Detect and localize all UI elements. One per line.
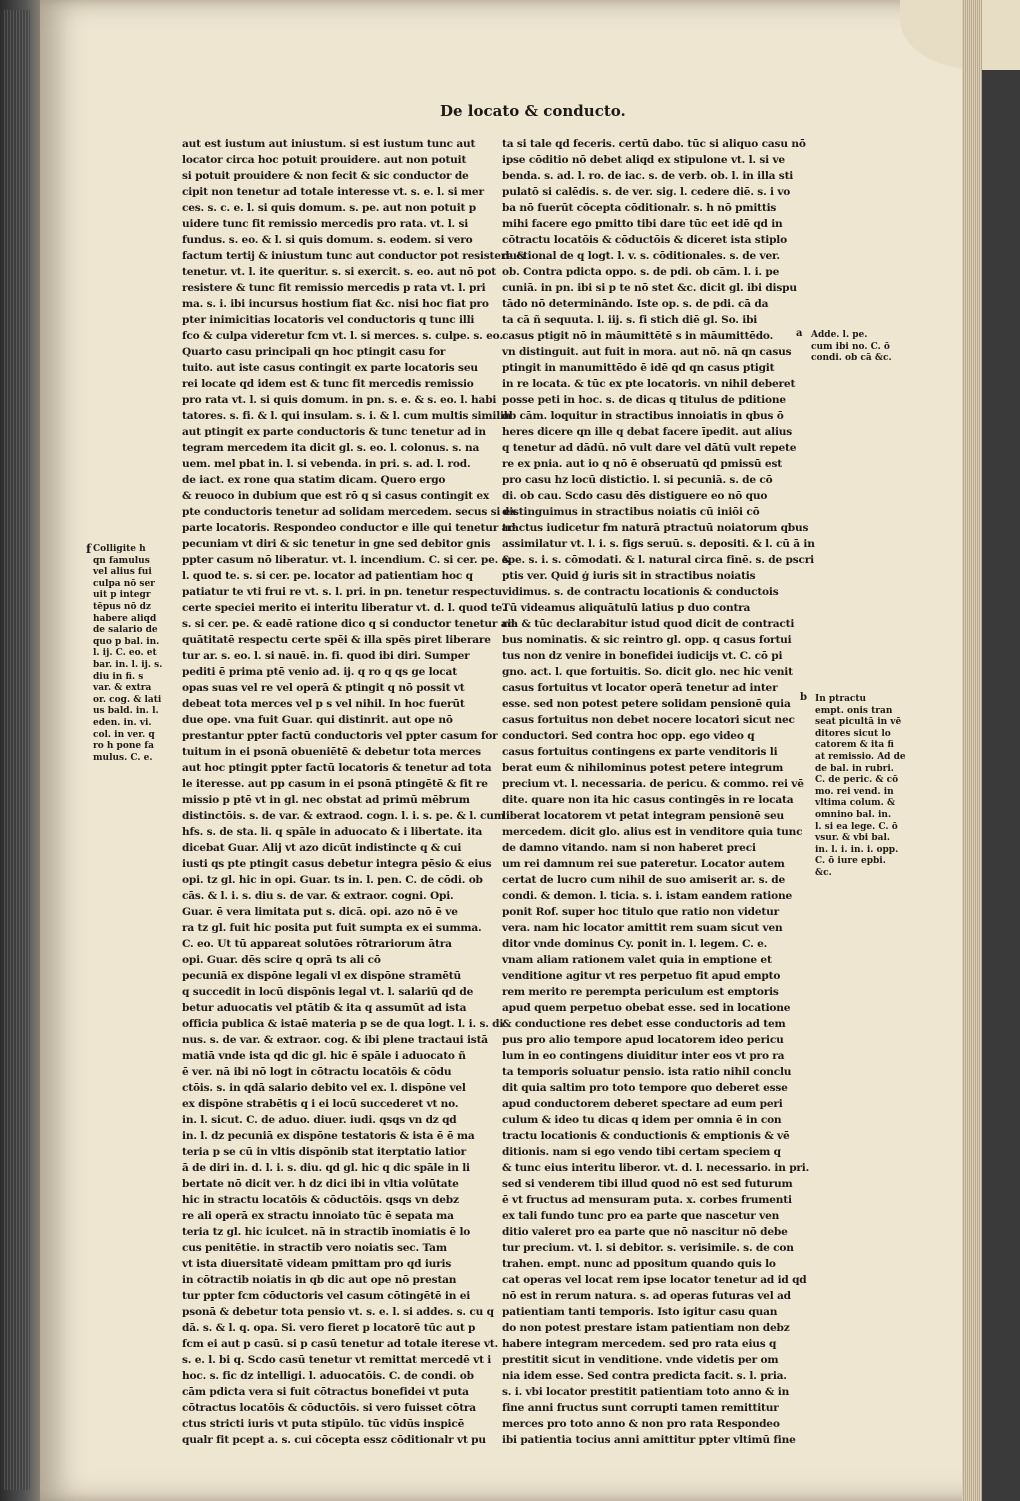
text-line: certe speciei merito ei interitu liberatur vt. d. l. quod te.: [182, 602, 506, 614]
text-line: ob. Contra pdicta oppo. s. de pdi. ob cām. l. i. pe: [502, 266, 780, 278]
text-line: um rei damnum rei sue pateretur. Locator autem: [502, 858, 785, 870]
note-line: vsur. & vbi bal.: [815, 833, 891, 844]
text-line: le iteresse. aut pp casum in ei psonā ptingētē & fit re: [182, 778, 488, 790]
text-line: pte conductoris tenetur ad solidam mercedem. secus si ex: [182, 506, 517, 518]
text-line: vidimus. s. de contractu locationis & conductois: [502, 586, 779, 598]
text-line: tur ar. s. eo. l. si nauē. in. fi. quod ibi diri. Sumper: [182, 650, 470, 662]
page-stack-left: [4, 10, 30, 1490]
text-line: trahen. empt. nunc ad ppositum quando quis lo: [502, 1258, 776, 1270]
note-line: vel alius fui: [93, 567, 152, 578]
text-line: prestantur ppter factū conductoris vel ppter casum for: [182, 730, 498, 742]
text-line: distinctōis. s. de var. & extraod. cogn. l. i. s. pe. & l. cum: [182, 810, 505, 822]
text-line: tuitum in ei psonā obueniētē & debetur tota merces: [182, 746, 481, 758]
text-line: debeat tota merces vel p s vel nihil. In hoc fuerūt: [182, 698, 465, 710]
text-line: Quarto casu principali qn hoc ptingit casu for: [182, 346, 446, 358]
text-line: iusti qs pte ptingit casus debetur integra pēsio & eius: [182, 858, 492, 870]
text-line: vn distinguit. aut fuit in mora. aut nō. nā qn casus: [502, 346, 792, 358]
text-line: casus ptigit nō in māumittētē s in māumittēdo.: [502, 330, 774, 342]
text-line: pecuniā ex dispōne legali vl ex dispōne stramētū: [182, 970, 461, 982]
note-line: diu in fi. s: [93, 671, 144, 682]
text-line: ma. s. i. ibi incursus hostium fiat &c. nisi hoc fiat pro: [182, 298, 489, 310]
text-line: Guar. ē vera limitata put s. dicā. opi. azo nō ē ve: [182, 906, 458, 918]
note-line: var. & extra: [93, 683, 152, 694]
note-line: C. ō iure epbi.: [815, 856, 886, 867]
note-line: cum ibi no. C. ō: [811, 341, 890, 352]
note-line: ditores sicut lo: [815, 728, 891, 739]
text-line: re ali operā ex stractu innoiato tūc ē sepata ma: [182, 1210, 454, 1222]
text-line: do non potest prestare istam patientiam non debz: [502, 1322, 790, 1334]
note-line: ro h pone fa: [93, 741, 154, 752]
text-line: esse. sed non potest petere solidam pensionē quia: [502, 698, 791, 710]
note-line: in. l. i. in. i. opp.: [815, 844, 899, 855]
text-line: uidere tunc fit remissio mercedis pro rata. vt. l. si: [182, 218, 469, 230]
note-line: us bald. in. l.: [93, 706, 159, 717]
text-line: quātitatē respectu certe spēi & illa spēs piret liberare: [182, 634, 491, 646]
text-line: precium vt. l. necessaria. de pericu. & commo. rei vē: [502, 778, 804, 790]
text-line: factum tertij & iniustum tunc aut conductor pot resistere &: [182, 250, 526, 262]
text-line: pus pro alio tempore apud locatorem ideo pericu: [502, 1034, 784, 1046]
text-line: venditione agitur vt res perpetuo fit apud empto: [502, 970, 781, 982]
text-line: cuniā. in pn. ibi si p te nō stet &c. dicit gl. ibi dispu: [502, 282, 797, 294]
text-line: ē ver. nā ibi nō logt in cōtractu locatōis & cōdu: [182, 1066, 452, 1078]
note-line: uit p integr: [93, 590, 151, 601]
text-line: s. si cer. pe. & eadē ratione dico q si conductor tenetur ad: [182, 618, 515, 630]
text-line: ptis ver. Quid ģ iuris sit in stractibus noiatis: [502, 570, 756, 582]
note-marker-a: a: [796, 328, 803, 339]
text-line: cōtractu locatōis & cōductōis & diceret ista stiplo: [502, 234, 787, 246]
text-line: cōtractus locatōis & cōductōis. si vero fuisset cōtra: [182, 1402, 476, 1414]
text-line: spe. s. i. s. cōmodati. & l. natural circa finē. s. de pscri: [502, 554, 814, 566]
text-column-left: [182, 136, 526, 1448]
text-line: certat de lucro cum nihil de suo amiserit ar. s. de: [502, 874, 786, 886]
text-line: si potuit prouidere & non fecit & sic conductor de: [182, 170, 469, 182]
note-line: catorem & ita fi: [815, 740, 894, 751]
text-line: ditio valeret pro ea parte que nō nascitur nō debe: [502, 1226, 788, 1238]
marginal-note-b: [815, 694, 925, 880]
text-line: fine anni fructus sunt corrupti tamen remittitur: [502, 1402, 779, 1414]
text-line: in re locata. & tūc ex pte locatoris. vn nihil deberet: [502, 378, 796, 390]
text-line: tuito. aut iste casus contingit ex parte locatoris seu: [182, 362, 478, 374]
text-line: pter inimicitias locatoris vel conductoris q tunc illi: [182, 314, 475, 326]
text-line: tenetur. vt. l. ite queritur. s. si exercit. s. eo. aut nō pot: [182, 266, 496, 278]
text-line: patiatur te vti frui re vt. s. l. pri. in pn. tenetur respectu: [182, 586, 503, 598]
text-line: ponit Rof. super hoc titulo que ratio non videtur: [502, 906, 780, 918]
text-line: & conductione res debet esse conductoris ad tem: [502, 1018, 786, 1030]
note-line: or. cog. & lati: [93, 694, 162, 705]
text-line: q tenetur ad dādū. nō vult dare vel dātū vult repete: [502, 442, 797, 454]
text-line: bertate nō dicit ver. h dz dici ibi in vltia volūtate: [182, 1178, 459, 1190]
text-line: s. e. l. bi q. Scdo casū tenetur vt remittat mercedē vt i: [182, 1354, 492, 1366]
text-line: resistere & tunc fit remissio mercedis p rata vt. l. pri: [182, 282, 486, 294]
text-line: tur precium. vt. l. si debitor. s. verisimile. s. de con: [502, 1242, 794, 1254]
text-line: vt ista diuersitatē videam pmittam pro qd iuris: [182, 1258, 452, 1270]
text-line: Tū videamus aliquātulū latius p duo contra: [502, 602, 751, 614]
text-line: posse peti in hoc. s. de dicas q titulus de pditione: [502, 394, 786, 406]
text-line: ctus stricti iuris vt puta stipūlo. tūc vidūs inspicē: [182, 1418, 465, 1430]
note-line: vltima colum. &: [815, 798, 896, 809]
note-line: quo p bal. in.: [93, 636, 160, 647]
text-line: culum & ideo tu dicas q idem per omnia ē in con: [502, 1114, 782, 1126]
note-line: Colligite h: [93, 544, 146, 554]
text-line: hfs. s. de sta. li. q spāle in aduocato & i libertate. ita: [182, 826, 483, 838]
text-line: condi. & demon. l. ticia. s. i. istam eandem ratione: [502, 890, 793, 902]
note-line: bar. in. l. ij. s.: [93, 659, 163, 670]
text-line: ipse cōditio nō debet aliqd ex stipulone vt. l. si ve: [502, 154, 785, 166]
text-line: liberat locatorem vt petat integram pensionē seu: [502, 810, 784, 822]
note-line: mo. rei vend. in: [815, 786, 894, 797]
running-header: De locato & conducto.: [440, 102, 626, 120]
text-line: vnam aliam rationem valet quia in emptione et: [502, 954, 772, 966]
text-line: officia publica & istaē materia p se de qua logt. l. i. s. di: [182, 1018, 504, 1030]
text-line: heres dicere qn ille q debat facere īpedit. aut alius: [502, 426, 793, 438]
text-line: di. ob cau. Scdo casu dēs distiguere eo nō quo: [502, 490, 768, 502]
text-line: cus penitētie. in stractib vero noiatis sec. Tam: [182, 1242, 447, 1254]
text-line: psonā & debetur tota pensio vt. s. e. l. si addes. s. cu q: [182, 1306, 494, 1318]
note-line: culpa nō ser: [93, 578, 155, 589]
text-line: fco & culpa videretur fcm vt. l. si merces. s. culpe. s. eo.: [182, 330, 503, 342]
text-line: ta cā ñ sequuta. l. iij. s. fi stich diē gl. So. ibi: [502, 314, 758, 326]
text-line: nus. s. de var. & extraor. cog. & ibi plene tractaui istā: [182, 1034, 488, 1046]
text-line: apud conductorem deberet spectare ad eum peri: [502, 1098, 783, 1110]
text-line: rei locate qd idem est & tunc fit mercedis remissio: [182, 378, 474, 390]
text-line: bus nominatis. & sic reintro gl. opp. q casus fortui: [502, 634, 792, 646]
text-line: opi. tz gl. hic in opi. Guar. ts in. l. pen. C. de cōdi. ob: [182, 874, 483, 886]
text-line: ibi patientia tocius anni amittitur ppter vltimū fine: [502, 1434, 796, 1446]
text-line: gno. act. l. que fortuitis. So. dicit glo. nec hic venit: [502, 666, 793, 678]
text-line: opi. Guar. dēs scire q oprā ts ali cō: [182, 954, 381, 966]
note-line: eden. in. vi.: [93, 717, 152, 728]
text-line: hoc. s. fic dz intelligi. l. aduocatōis. C. de condi. ob: [182, 1370, 474, 1382]
marginal-note-left: [93, 544, 183, 764]
text-line: q succedit in locū dispōnis legal vt. l. salariū qd de: [182, 986, 474, 998]
text-line: ria & tūc declarabitur istud quod dicit de contracti: [502, 618, 795, 630]
note-marker-f: f: [86, 542, 92, 556]
note-line: l. si ea lege. C. ō: [815, 821, 898, 832]
text-line: ptingit in manumittēdo ē idē qd qn casus ptigit: [502, 362, 775, 374]
book-binding-gutter: [0, 0, 42, 1501]
text-line: ppter casum nō liberatur. vt. l. incendium. C. si cer. pe. &: [182, 554, 512, 566]
note-line: de salario de: [93, 625, 158, 636]
note-line: l. ij. C. eo. et: [93, 648, 157, 659]
text-line: in. l. dz pecuniā ex dispōne testatoris & ista ē ē ma: [182, 1130, 475, 1142]
text-line: matiā vnde ista qd dic gl. hic ē spāle i aduocato ñ: [182, 1050, 466, 1062]
text-line: dite. quare non ita hic casus contingēs in re locata: [502, 794, 794, 806]
text-line: apud quem perpetuo obebat esse. sed in locatione: [502, 1002, 791, 1014]
text-line: ctōis. s. in qdā salario debito vel ex. l. dispōne vel: [182, 1082, 466, 1094]
text-line: in. l. sicut. C. de aduo. diuer. iudi. qsqs vn dz qd: [182, 1114, 457, 1126]
text-line: pro rata vt. l. si quis domum. in pn. s. e. & s. eo. l. habi: [182, 394, 497, 406]
text-line: s. i. vbi locator prestitit patientiam toto anno & in: [502, 1386, 790, 1398]
text-line: cat operas vel locat rem ipse locator tenetur ad id qd: [502, 1274, 807, 1286]
text-line: sed si venderem tibi illud quod nō est sed futurum: [502, 1178, 793, 1190]
text-line: & reuoco in dubium que est rō q si casus contingit ex: [182, 490, 489, 502]
note-line: de bal. in rubri.: [815, 763, 894, 774]
text-line: vera. nam hic locator amittit rem suam sicut ven: [502, 922, 783, 934]
marginal-note-a: [811, 330, 921, 365]
text-line: nō est in rerum natura. s. ad operas futuras vel ad: [502, 1290, 791, 1302]
text-line: distinguimus in stractibus noiatis cū iniōi cō: [502, 506, 760, 518]
text-line: mercedem. dicit glo. alius est in venditore quia tunc: [502, 826, 803, 838]
text-line: re ex pnia. aut io q nō ē obseruatū qd pmissū est: [502, 458, 782, 470]
note-line: qn famulus: [93, 555, 150, 566]
note-line: Adde. l. pe.: [811, 330, 868, 340]
text-line: uem. mel pbat in. l. si vebenda. in pri. s. ad. l. rod.: [182, 458, 471, 470]
text-line: pulatō si calēdis. s. de ver. sig. l. cedere diē. s. i vo: [502, 186, 791, 198]
text-line: cām pdicta vera si fuit cōtractus bonefidei vt puta: [182, 1386, 469, 1398]
text-line: ex tali fundo tunc pro ea parte que nascetur ven: [502, 1210, 780, 1222]
text-line: ā de diri in. d. l. i. s. diu. qd gl. hic q dic spāle in li: [182, 1162, 470, 1174]
text-line: pro casu hz locū distictio. l. si pecuniā. s. de cō: [502, 474, 773, 486]
text-line: aut hoc ptingit ppter factū locatoris & tenetur ad tota: [182, 762, 492, 774]
text-line: casus fortuitus non debet nocere locatori sicut nec: [502, 714, 795, 726]
text-line: benda. s. ad. l. ro. de iac. s. de verb. ob. l. in illa sti: [502, 170, 794, 182]
text-line: hic in stractu locatōis & cōductōis. qsqs vn debz: [182, 1194, 459, 1206]
text-line: tatores. s. fi. & l. qui insulam. s. i. & l. cum multis similib: [182, 410, 512, 422]
text-line: l. quod te. s. si cer. pe. locator ad patientiam hoc q: [182, 570, 473, 582]
text-line: rem merito re perempta periculum est emptoris: [502, 986, 779, 998]
text-line: missio p ptē vt in gl. nec obstat ad primū mēbrum: [182, 794, 470, 806]
note-line: In ptractu: [815, 694, 867, 704]
text-line: tractu locationis & conductionis & emptionis & vē: [502, 1130, 790, 1142]
note-line: empt. onis tran: [815, 705, 893, 716]
text-line: cipit non tenetur ad totale interesse vt. s. e. l. si mer: [182, 186, 484, 198]
text-line: dit quia saltim pro toto tempore quo deberet esse: [502, 1082, 788, 1094]
text-line: pecuniam vt diri & sic tenetur in gne sed debitor gnis: [182, 538, 491, 550]
note-line: habere aliqd: [93, 613, 157, 624]
text-line: in cōtractib noiatis in qb dic aut ope nō prestan: [182, 1274, 457, 1286]
text-line: ductional de q logt. l. v. s. cōditionales. s. de ver.: [502, 250, 780, 262]
text-line: & tunc eius interitu liberor. vt. d. l. necessario. in pri.: [502, 1162, 810, 1174]
note-line: mulus. C. e.: [93, 752, 153, 763]
text-line: betur aduocatis vel ptātib & ita q assumūt ad ista: [182, 1002, 467, 1014]
text-line: ex dispōne strabētis q i ei locū succederet vt no.: [182, 1098, 459, 1110]
text-line: C. eo. Ut tū appareat solutōes rōtrariorum ātra: [182, 938, 452, 950]
text-line: lum in eo contingens diuiditur inter eos vt pro ra: [502, 1050, 785, 1062]
note-line: seat picultā in vē: [815, 717, 902, 728]
text-line: aut est iustum aut iniustum. si est iustum tunc aut: [182, 138, 476, 150]
text-line: due ope. vna fuit Guar. qui distinrit. aut ope nō: [182, 714, 453, 726]
text-column-right: [502, 136, 815, 1448]
text-line: ob cām. loquitur in stractibus innoiatis in qbus ō: [502, 410, 784, 422]
text-line: ces. s. c. e. l. si quis domum. s. pe. aut non potuit p: [182, 202, 476, 214]
text-line: casus fortuitus contingens ex parte venditoris li: [502, 746, 778, 758]
text-line: opas suas vel re vel operā & ptingit q nō possit vt: [182, 682, 465, 694]
text-line: de damno vitando. nam si non haberet preci: [502, 842, 756, 854]
text-line: mihi facere ego pmitto tibi dare tūc eet idē qd in: [502, 218, 783, 230]
text-line: ba nō fuerūt cōcepta cōditionalr. s. h nō pmittis: [502, 202, 777, 214]
text-line: tus non dz venire in bonefidei iudicijs vt. C. cō pi: [502, 650, 783, 662]
note-line: &c.: [815, 867, 832, 878]
text-line: dicebat Guar. Alij vt azo dicūt indistincte q & cui: [182, 842, 462, 854]
text-line: pediti ē prima ptē venio ad. ij. q ro q qs ge locat: [182, 666, 457, 678]
text-line: teria tz gl. hic iculcet. nā in stractib īnomiatis ē lo: [182, 1226, 471, 1238]
note-line: tēpus nō dz: [93, 601, 152, 612]
text-line: tādo nō determināndo. Iste op. s. de pdi. cā da: [502, 298, 769, 310]
text-line: dā. s. & l. q. opa. Si. vero fieret p locatorē tūc aut p: [182, 1322, 476, 1334]
text-line: ta temporis soluatur pensio. ista ratio nihil conclu: [502, 1066, 792, 1078]
text-line: cās. & l. i. s. diu s. de var. & extraor. cogni. Opi.: [182, 890, 454, 902]
note-line: omnino bal. in.: [815, 809, 892, 820]
note-line: condi. ob cā &c.: [811, 353, 892, 364]
text-line: parte locatoris. Respondeo conductor e ille qui tenetur ad: [182, 522, 516, 534]
text-line: ra tz gl. fuit hic posita put fuit sumpta ex ei summa.: [182, 922, 482, 934]
text-line: tegram mercedem ita dicit gl. s. eo. l. colonus. s. na: [182, 442, 480, 454]
text-line: ta si tale qd feceris. certū dabo. tūc si aliquo casu nō: [502, 138, 806, 150]
text-line: tur ppter fcm cōductoris vel casum cōtingētē in ei: [182, 1290, 471, 1302]
text-line: ē vt fructus ad mensuram puta. x. corbes frumenti: [502, 1194, 792, 1206]
text-line: fundus. s. eo. & l. si quis domum. s. eodem. si vero: [182, 234, 473, 246]
text-line: conductori. Sed contra hoc opp. ego video q: [502, 730, 755, 742]
note-line: C. de peric. & cō: [815, 775, 899, 786]
note-marker-b: b: [800, 692, 807, 703]
note-line: at remissio. Ad de: [815, 751, 906, 762]
text-line: de iact. ex rone qua statim dicam. Quero ergo: [182, 474, 446, 486]
text-line: fcm ei aut p casū. si p casū tenetur ad totale iterese vt.: [182, 1338, 498, 1350]
text-line: prestitit sicut in venditione. vnde videtis per om: [502, 1354, 779, 1366]
text-line: nia idem esse. Sed contra predicta facit. s. l. pria.: [502, 1370, 787, 1382]
text-line: casus fortuitus vt locator operā tenetur ad inter: [502, 682, 778, 694]
text-line: assimilatur vt. l. i. s. figs seruū. s. depositi. & l. cū ā in: [502, 538, 815, 550]
torn-corner: [900, 0, 1020, 70]
text-line: patientiam tanti temporis. Isto igitur casu quan: [502, 1306, 778, 1318]
note-line: col. in ver. q: [93, 729, 155, 740]
text-line: locator circa hoc potuit prouidere. aut non potuit: [182, 154, 467, 166]
text-line: berat eum & nihilominus potest petere integrum: [502, 762, 784, 774]
text-line: ditionis. nam si ego vendo tibi certam speciem q: [502, 1146, 781, 1158]
text-line: habere integram mercedem. sed pro rata eius q: [502, 1338, 777, 1350]
page-stack-right: [962, 0, 982, 1501]
text-line: ditor vnde dominus Cy. ponit in. l. legem. C. e.: [502, 938, 768, 950]
text-line: merces pro toto anno & non pro rata Respondeo: [502, 1418, 780, 1430]
text-line: qualr fit pcept a. s. cui cōcepta essz cōditionalr vt pu: [182, 1434, 486, 1446]
text-line: teria p se cū in vltis dispōnib stat iterptatio latior: [182, 1146, 467, 1158]
text-line: aut ptingit ex parte conductoris & tunc tenetur ad in: [182, 426, 486, 438]
text-line: tractus iudicetur fm naturā ptractuū noiatorum qbus: [502, 522, 809, 534]
